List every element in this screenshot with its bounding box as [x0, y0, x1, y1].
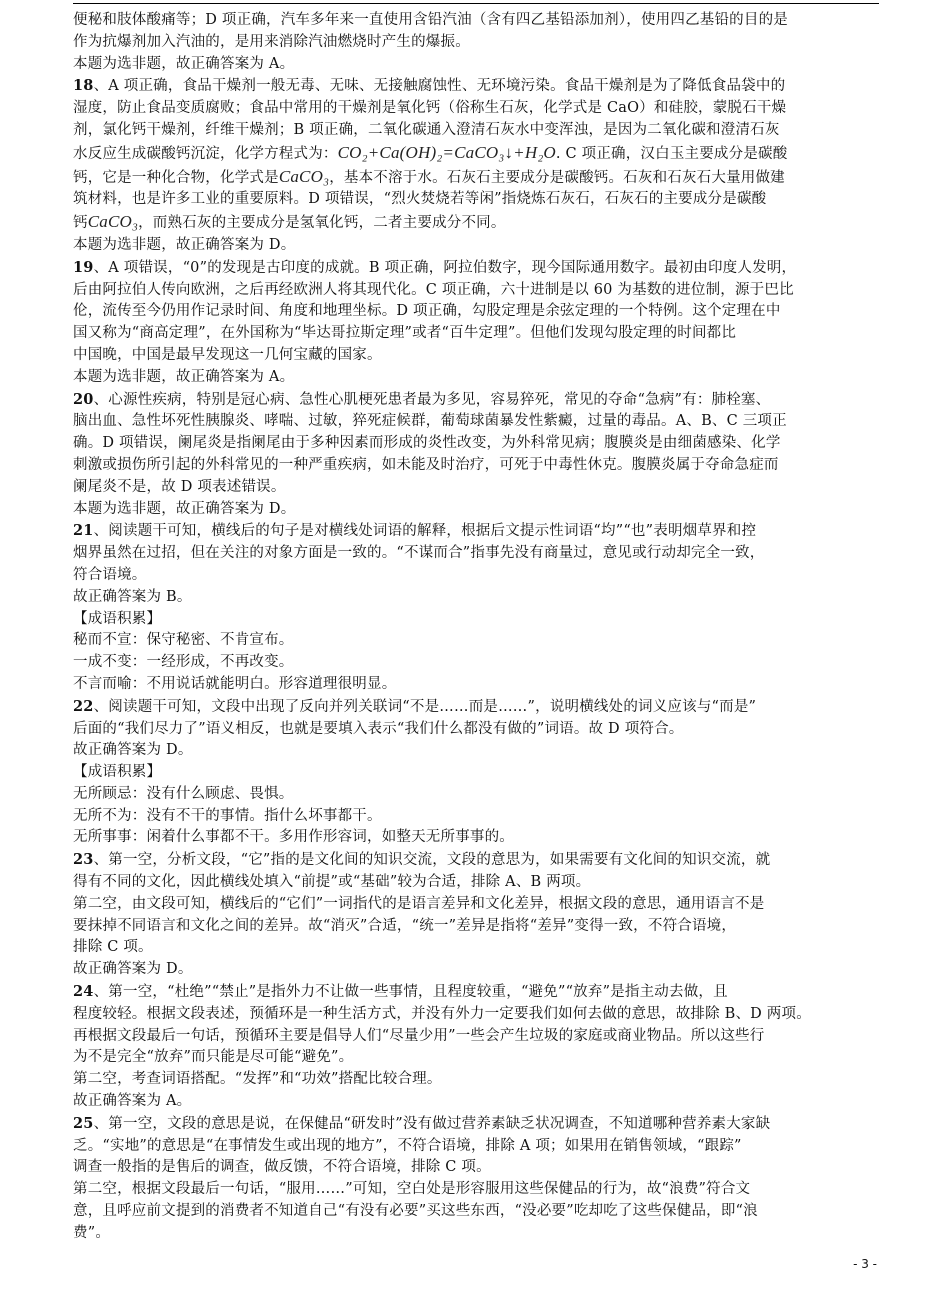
question-number: 21 [73, 522, 94, 540]
answer-line: 故正确答案为 D。 [73, 961, 193, 978]
question-number: 24 [73, 983, 94, 1001]
text-line: 要抹掉不同语言和文化之间的差异。故“消灭”合适，“统一”差异是指将“差异”变得一致，不符合语境， [73, 917, 737, 934]
text-line: 湿度，防止食品变质腐败；食品中常用的干燥剂是氧化钙（俗称生石灰，化学式是 CaO）和硅胶，蒙脱石干燥 [73, 100, 787, 117]
idiom-entry: 一成不变：一经形成，不再改变。 [73, 654, 294, 671]
question-number: 25 [73, 1114, 94, 1132]
text-line: 钙，它是一种化合物，化学式是CaCO₃，基本不溶于水。石灰石主要成分是碳酸钙。石灰和石灰石大量用做建 [73, 166, 785, 186]
idiom-entry: 秘而不宣：保守秘密、不肯宣布。 [73, 632, 294, 649]
text-line: 后面的“我们尽力了”语义相反，也就是要填入表示“我们什么都没有做的”词语。故 D 项符合。 [73, 720, 684, 737]
idiom-entry: 无所顾忌：没有什么顾虑、畏惧。 [73, 785, 294, 802]
question-21-line: 21、阅读题干可知，横线后的句子是对横线处词语的解释，根据后文提示性词语“均”“也”表明烟草界和控 [73, 522, 757, 540]
text-line: 脑出血、急性坏死性胰腺炎、哮喘、过敏，猝死症候群，葡萄球菌暴发性紫癜，过量的毒品。A、B、C 三项正 [73, 413, 787, 430]
answer-line: 本题为选非题，故正确答案为 D。 [73, 236, 296, 253]
text-line: 国又称为“商高定理”，在外国称为“毕达哥拉斯定理”或者“百牛定理”。但他们发现勾股定理的时间都比 [73, 325, 737, 342]
question-number: 18 [73, 77, 94, 95]
question-25-line: 25、第一空，文段的意思是说，在保健品“研发时”没有做过营养素缺乏状况调查，不知道哪种营养素大家缺 [73, 1114, 771, 1132]
answer-line: 本题为选非题，故正确答案为 A。 [73, 368, 295, 385]
answer-line: 故正确答案为 A。 [73, 1093, 192, 1110]
text-line: 符合语境。 [73, 566, 147, 583]
question-20-line: 20、心源性疾病，特别是冠心病、急性心肌梗死患者最为多见，容易猝死，常见的夺命“急病”有：肺栓塞、 [73, 390, 771, 408]
document-body [73, 10, 879, 1245]
caco3-formula: CaCO₃ [87, 212, 139, 232]
text-line: 得有不同的文化，因此横线处填入“前提”或“基础”较为合适，排除 A、B 两项。 [73, 874, 591, 891]
text-line: 再根据文段最后一句话，预循环主要是倡导人们“尽量少用”一些会产生垃圾的家庭或商业物品。所以这些行 [73, 1027, 765, 1044]
top-rule [73, 3, 879, 4]
idiom-entry: 无所事事：闲着什么事都不干。多用作形容词，如整天无所事事的。 [73, 829, 514, 846]
answer-line: 故正确答案为 D。 [73, 742, 193, 759]
text-line: 确。D 项错误，阑尾炎是指阑尾由于多种因素而形成的炎性改变，为外科常见病；腹膜炎是由细菌感染、化学 [73, 435, 781, 452]
text-line: 费”。 [73, 1224, 111, 1241]
question-18-line: 18、A 项正确，食品干燥剂一般无毒、无味、无接触腐蚀性、无环境污染。食品干燥剂是为了降低食品袋中的 [73, 77, 786, 95]
text-line: 剂，氯化钙干燥剂，纤维干燥剂；B 项正确，二氧化碳通入澄清石灰水中变浑浊，是因为二氧化碳和澄清石灰 [73, 121, 780, 138]
text-line: 中国晚，中国是最早发现这一几何宝藏的国家。 [73, 346, 382, 363]
question-24-line: 24、第一空，“杜绝”“禁止”是指外力不让做一些事情，且程度较重，“避免”“放弃”是指主动去做，且 [73, 983, 728, 1001]
text-line: 排除 C 项。 [73, 939, 153, 956]
answer-line: 本题为选非题，故正确答案为 D。 [73, 500, 296, 517]
chemical-equation-formula: CO₂+Ca(OH)₂=CaCO₃↓+H₂O [337, 142, 556, 162]
idiom-entry: 不言而喻：不用说话就能明白。形容道理很明显。 [73, 675, 397, 692]
question-19-line: 19、A 项错误，“0”的发现是古印度的成就。B 项正确，阿拉伯数字，现今国际通用数字。最初由印度人发明， [73, 258, 797, 276]
text-line: 便秘和肢体酸痛等；D 项正确，汽车多年来一直使用含铅汽油（含有四乙基铅添加剂），使用四乙基铅的目的是 [73, 12, 788, 28]
text-line: 后由阿拉伯人传向欧洲，之后再经欧洲人将其现代化。C 项正确，六十进制是以 60 为基数的进位制，源于巴比 [73, 281, 794, 298]
text-line: 调查一般指的是售后的调查，做反馈，不符合语境，排除 C 项。 [73, 1159, 491, 1176]
question-number: 20 [73, 390, 94, 408]
question-number: 23 [73, 851, 94, 869]
text-line: 阑尾炎不是，故 D 项表述错误。 [73, 478, 286, 495]
text-line: 伦，流传至今仍用作记录时间、角度和地理坐标。D 项正确，勾股定理是余弦定理的一个特例。这个定理在中 [73, 303, 781, 320]
text-line: 第二空，考查词语搭配。“发挥”和“功效”搭配比较合理。 [73, 1071, 442, 1088]
page-number: - 3 - [853, 1257, 877, 1271]
text-line: 乏。“实地”的意思是“在事情发生或出现的地方”，不符合语境，排除 A 项；如果用在销售领域，“跟踪” [73, 1137, 742, 1154]
text-line: 筑材料，也是许多工业的重要原料。D 项错误，“烈火焚烧若等闲”指烧炼石灰石，石灰石的主要成分是碳酸 [73, 191, 767, 208]
text-line: 水反应生成碳酸钙沉淀，化学方程式为：CO₂+Ca(OH)₂=CaCO₃↓+H₂O. C 项正确，汉白玉主要成分是碳酸 [73, 142, 788, 162]
text-line: 意，且呼应前文提到的消费者不知道自己“有没有必要”买这些东西，“没必要”吃却吃了这些保健品，即“浪 [73, 1203, 758, 1220]
question-23-line: 23、第一空，分析文段，“它”指的是文化间的知识交流，文段的意思为，如果需要有文化间的知识交流，就 [73, 851, 771, 869]
idiom-heading: 【成语积累】 [73, 764, 162, 781]
text-line: 第二空，根据文段最后一句话，“服用……”可知，空白处是形容服用这些保健品的行为，故“浪费”符合文 [73, 1181, 751, 1198]
question-number: 19 [73, 258, 94, 276]
text-line: 第二空，由文段可知，横线后的“它们”一词指代的是语言差异和文化差异，根据文段的意思，通用语言不是 [73, 895, 765, 912]
text-line: 程度较轻。根据文段表述，预循环是一种生活方式，并没有外力一定要我们如何去做的意思，故排除 B、D 两项。 [73, 1005, 811, 1022]
answer-line: 故正确答案为 B。 [73, 588, 192, 605]
question-22-line: 22、阅读题干可知，文段中出现了反向并列关联词“不是……而是……”，说明横线处的词义应该与“而是” [73, 697, 757, 715]
text-line: 烟界虽然在过招，但在关注的对象方面是一致的。“不谋而合”指事先没有商量过，意见或行动却完全一致， [73, 545, 765, 562]
caco3-formula: CaCO₃ [278, 166, 330, 186]
answer-line: 本题为选非题，故正确答案为 A。 [73, 55, 295, 72]
text-line: 为不是完全“放弃”而只能是尽可能“避免”。 [73, 1049, 354, 1066]
question-number: 22 [73, 697, 94, 715]
idiom-heading: 【成语积累】 [73, 610, 162, 627]
idiom-entry: 无所不为：没有不干的事情。指什么坏事都干。 [73, 807, 382, 824]
text-line: 作为抗爆剂加入汽油的，是用来消除汽油燃烧时产生的爆振。 [73, 33, 470, 50]
text-line: 钙CaCO₃，而熟石灰的主要成分是氢氧化钙，二者主要成分不同。 [73, 212, 506, 232]
text-line: 刺激或损伤所引起的外科常见的一种严重疾病，如未能及时治疗，可死于中毒性休克。腹膜炎属于夺命急症而 [73, 456, 779, 473]
